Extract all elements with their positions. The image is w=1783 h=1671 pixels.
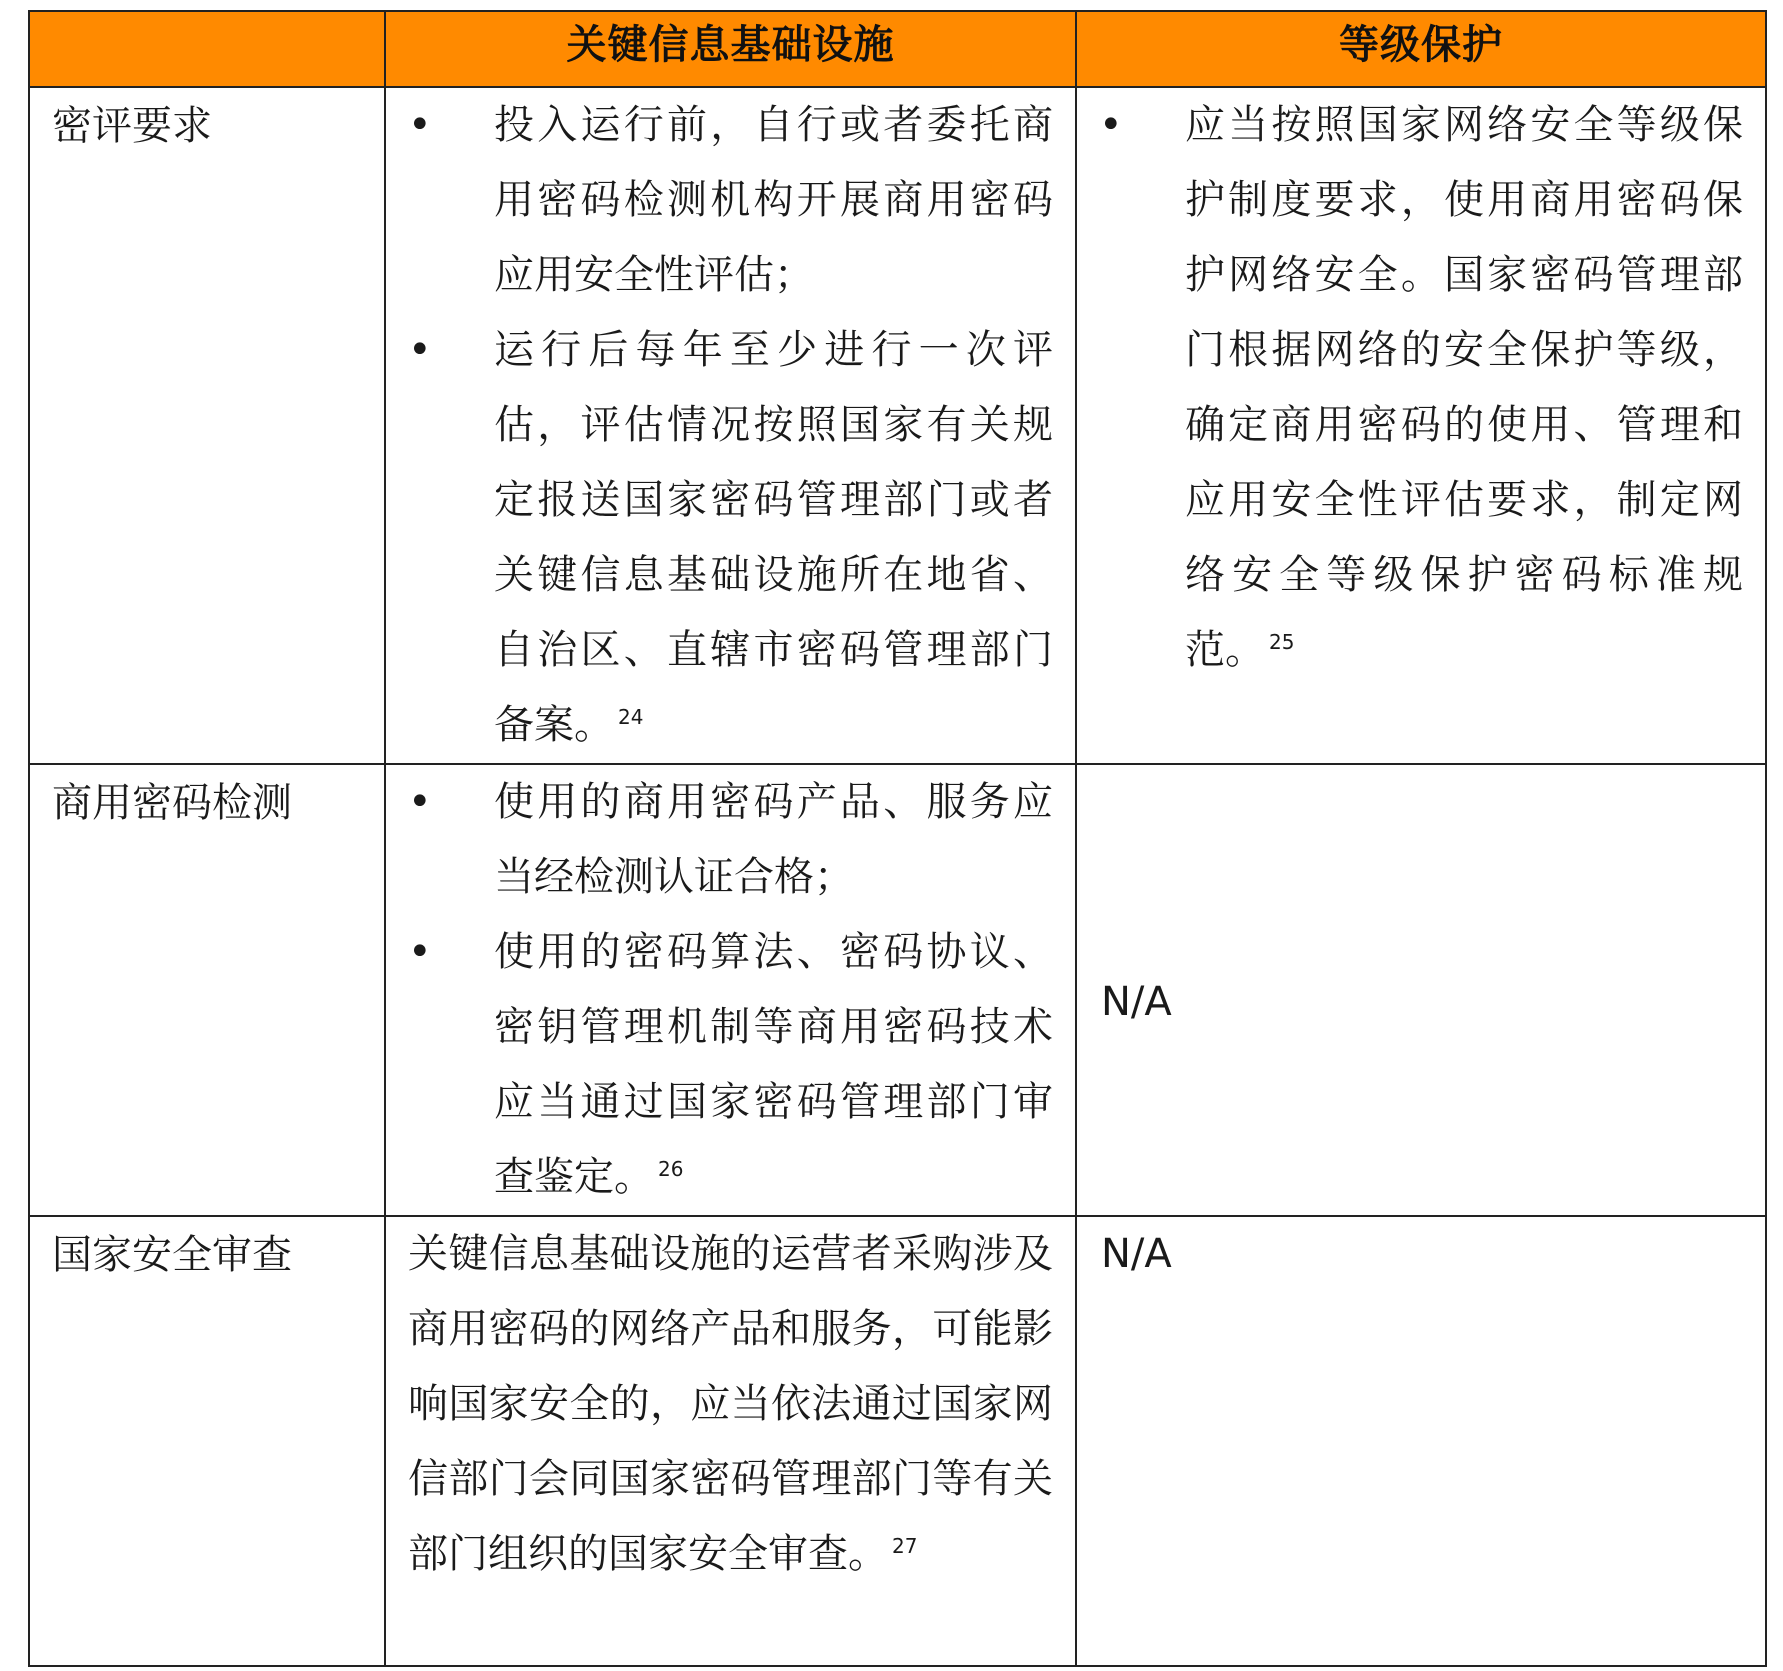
footnote-ref: 27 — [892, 1533, 918, 1558]
bullet-list — [1099, 88, 1743, 688]
footnote-ref: 26 — [658, 1156, 684, 1181]
row-label: 国家安全审查 — [29, 1216, 385, 1666]
mlps-cell — [1076, 764, 1766, 1216]
table-row — [29, 87, 1766, 764]
list-item: • 运行后每年至少进行一次评估，评估情况按照国家有关规定报送国家密码管理部门或者关键信息基础设施所在地省、自治区、直辖市密码管理部门备案。 $^{24}$ — [408, 313, 1053, 763]
header-blank-cell — [29, 11, 385, 87]
cii-cell — [385, 87, 1076, 764]
comparison-table — [28, 10, 1767, 1667]
list-item: • 使用的商用密码产品、服务应当经检测认证合格； — [408, 765, 1053, 915]
table-row — [29, 1216, 1766, 1666]
cii-cell — [385, 1216, 1076, 1666]
list-item: • 投入运行前，自行或者委托商用密码检测机构开展商用密码应用安全性评估； — [408, 88, 1053, 313]
na-text: N/A — [1101, 1231, 1172, 1277]
bullet-list — [408, 88, 1053, 763]
na-text: N/A — [1101, 979, 1172, 1025]
mlps-cell — [1076, 87, 1766, 764]
table-row — [29, 764, 1766, 1216]
cii-cell — [385, 764, 1076, 1216]
list-item: • 应当按照国家网络安全等级保护制度要求，使用商用密码保护网络安全。国家密码管理部门根据网络的安全保护等级，确定商用密码的使用、管理和应用安全性评估要求，制定网络安全等级保护密码标准规范。 $^{25}$ — [1099, 88, 1743, 688]
header-mlps: 等级保护 — [1076, 11, 1766, 87]
footnote-ref: 24 — [618, 704, 644, 729]
header-cii: 关键信息基础设施 — [385, 11, 1076, 87]
bullet-list — [408, 765, 1053, 1215]
footnote-ref: 25 — [1269, 629, 1295, 654]
header-row — [29, 11, 1766, 87]
row-label: 商用密码检测 — [29, 764, 385, 1216]
paragraph: 关键信息基础设施的运营者采购涉及商用密码的网络产品和服务，可能影响国家安全的，应当依法通过国家网信部门会同国家密码管理部门等有关部门组织的国家安全审查。 $^{27}$ — [408, 1231, 1053, 1577]
list-item: • 使用的密码算法、密码协议、密钥管理机制等商用密码技术应当通过国家密码管理部门审查鉴定。 $^{26}$ — [408, 915, 1053, 1215]
mlps-cell — [1076, 1216, 1766, 1666]
row-label: 密评要求 — [29, 87, 385, 764]
